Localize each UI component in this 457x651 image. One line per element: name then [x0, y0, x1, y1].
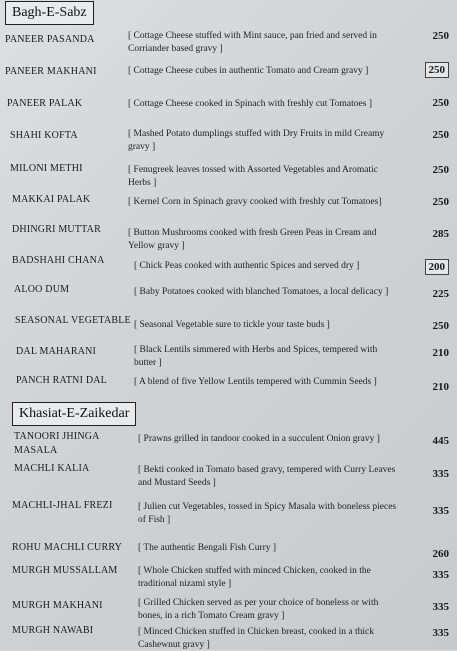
- item-price: 335: [432, 627, 449, 639]
- item-price: 210: [432, 347, 449, 359]
- item-description: [ Prawns grilled in tandoor cooked in a succulent Onion gravy ]: [138, 434, 380, 444]
- item-description: [ A blend of five Yellow Lentils tempered with Cummin Seeds ]: [134, 377, 377, 387]
- item-price: 335: [432, 468, 449, 480]
- item-description: [ Button Mushrooms cooked with fresh Green Peas in Cream and Yellow gravy ]: [128, 228, 377, 251]
- item-name: ALOO DUM: [14, 284, 70, 295]
- item-name: PANEER PALAK: [7, 98, 83, 109]
- item-description: [ Minced Chicken stuffed in Chicken breast, cooked in a thick Cashewnut gravy ]: [138, 627, 374, 650]
- item-name: MAKKAI PALAK: [12, 194, 91, 205]
- item-price: 250: [432, 320, 449, 332]
- section-title-khasiat-e-zaikedar: Khasiat-E-Zaikedar: [12, 402, 136, 426]
- item-description: [ Grilled Chicken served as per your choice of boneless or with bones, in a rich Tomato Cream gravy ]: [138, 598, 379, 621]
- item-description: [ Cottage Cheese stuffed with Mint sauce, pan fried and served in Corriander based gravy ]: [128, 31, 377, 54]
- item-description: [ Seasonal Vegetable sure to tickle your taste buds ]: [134, 320, 330, 330]
- item-description: [ Fenugreek leaves tossed with Assorted Vegetables and Aromatic Herbs ]: [128, 165, 378, 188]
- item-price: 250: [425, 62, 450, 78]
- item-price: 200: [425, 259, 450, 275]
- item-description: [ Julien cut Vegetables, tossed in Spicy Masala with boneless pieces of Fish ]: [138, 502, 397, 525]
- item-price: 250: [432, 97, 449, 109]
- item-description: [ Black Lentils simmered with Herbs and Spices, tempered with butter ]: [134, 345, 378, 368]
- item-price: 250: [432, 129, 449, 141]
- item-name: SHAHI KOFTA: [10, 130, 78, 141]
- item-name: MURGH MUSSALLAM: [12, 565, 118, 576]
- item-name: BADSHAHI CHANA: [12, 255, 105, 266]
- item-description: [ Kernel Corn in Spinach gravy cooked with freshly cut Tomatoes]: [128, 197, 382, 207]
- item-name: DHINGRI MUTTAR: [12, 224, 101, 235]
- item-description: [ Whole Chicken stuffed with minced Chicken, cooked in the traditional nizami style ]: [138, 566, 371, 589]
- item-name: ROHU MACHLI CURRY: [12, 542, 123, 553]
- item-price: 260: [432, 548, 449, 560]
- item-name: PANEER PASANDA: [5, 34, 95, 45]
- item-name: MACHLI KALIA: [14, 463, 90, 474]
- item-name: DAL MAHARANI: [16, 346, 97, 357]
- item-name: MILONI METHI: [10, 163, 83, 174]
- section-title-bagh-e-sabz: Bagh-E-Sabz: [5, 1, 94, 25]
- item-price: 285: [432, 228, 449, 240]
- item-description: [ Mashed Potato dumplings stuffed with Dry Fruits in mild Creamy gravy ]: [128, 129, 385, 152]
- item-description: [ The authentic Bengali Fish Curry ]: [138, 543, 277, 553]
- item-description: [ Baby Potatoes cooked with blanched Tomatoes, a local delicacy ]: [134, 287, 389, 297]
- item-name: MURGH MAKHANI: [12, 600, 103, 611]
- item-name: PANEER MAKHANI: [5, 66, 97, 77]
- item-price: 225: [432, 288, 449, 300]
- item-price: 335: [432, 505, 449, 517]
- item-price: 210: [432, 381, 449, 393]
- item-name: MURGH NAWABI: [12, 625, 94, 636]
- item-price: 445: [432, 435, 449, 447]
- item-description: [ Bekti cooked in Tomato based gravy, tempered with Curry Leaves and Mustard Seeds ]: [138, 465, 396, 488]
- item-price: 335: [432, 601, 449, 613]
- item-description: [ Cottage Cheese cooked in Spinach with freshly cut Tomatoes ]: [128, 99, 372, 109]
- item-price: 335: [432, 569, 449, 581]
- item-price: 250: [432, 164, 449, 176]
- item-name: SEASONAL VEGETABLE: [15, 315, 131, 326]
- item-price: 250: [432, 196, 449, 208]
- item-name: PANCH RATNI DAL: [16, 375, 107, 386]
- item-description: [ Cottage Cheese cubes in authentic Tomato and Cream gravy ]: [128, 66, 369, 76]
- item-name: TANOORI JHINGA MASALA: [14, 431, 100, 456]
- item-description: [ Chick Peas cooked with authentic Spices and served dry ]: [134, 261, 360, 271]
- item-price: 250: [432, 30, 449, 42]
- item-name: MACHLI-JHAL FREZI: [12, 500, 113, 511]
